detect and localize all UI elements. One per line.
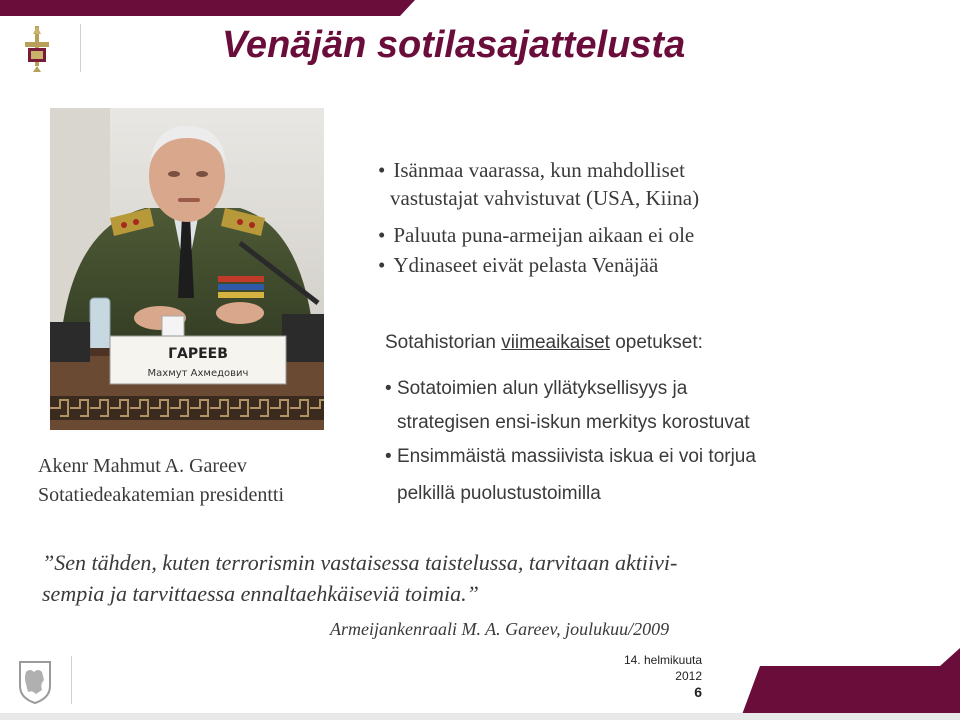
- quote-attribution: Armeijankenraali M. A. Gareev, joulukuu/2009: [330, 619, 670, 639]
- lesson-1-continuation: strategisen ensi-iskun merkitys korostuvat: [397, 412, 750, 433]
- bullet-dot-icon: •: [378, 253, 386, 277]
- quote-line: ”Sen tähden, kuten terrorismin vastaisessa taistelussa, tarvitaan aktiivi-: [42, 550, 678, 575]
- lion-crest-icon: [18, 660, 52, 704]
- photo-caption: [38, 452, 284, 510]
- underlined-word: viimeaikaiset: [501, 332, 610, 353]
- bullet-text: Ydinaseet eivät pelasta Venäjää: [393, 253, 659, 277]
- lesson-2-continuation: pelkillä puolustustoimilla: [397, 483, 601, 504]
- footer-date: [620, 652, 702, 684]
- footer-strip: [0, 713, 960, 720]
- page-number: 6: [694, 684, 702, 700]
- top-accent-bar: [0, 0, 415, 16]
- caption-title: Sotatiedeakatemian presidentti: [38, 484, 285, 506]
- bullet-dot-icon: •: [385, 446, 397, 467]
- date-line: 14. helmikuuta: [623, 653, 702, 667]
- bullet-1: [378, 158, 685, 183]
- bullet-1-continuation: vastustajat vahvistuvat (USA, Kiina): [390, 186, 700, 210]
- caption-name: Akenr Mahmut A. Gareev: [38, 455, 247, 477]
- header-divider: [80, 24, 81, 72]
- quote: [42, 547, 677, 609]
- footer-divider: [71, 656, 72, 704]
- portrait-photo: [50, 108, 324, 430]
- bullet-dot-icon: •: [378, 223, 386, 247]
- bullet-3: [378, 253, 658, 278]
- nameplate-given-names: Махмут Ахмедович: [147, 368, 249, 379]
- lesson-text: Ensimmäistä massiivista iskua ei voi torjua: [396, 446, 756, 467]
- year-line: 2012: [675, 669, 702, 683]
- bullet-2: [378, 223, 694, 248]
- bullet-text: Paluuta puna-armeijan aikaan ei ole: [393, 223, 695, 247]
- lessons-heading: Sotahistorian viimeaikaiset opetukset:: [385, 332, 703, 353]
- nameplate-surname: ГАРЕЕВ: [168, 346, 228, 362]
- slide-title: Venäjän sotilasajattelusta: [222, 24, 686, 66]
- lesson-1: [385, 378, 687, 400]
- defence-forces-emblem-icon: [22, 26, 52, 72]
- bullet-dot-icon: •: [378, 158, 386, 182]
- lesson-text: Sotatoimien alun yllätyksellisyys ja: [396, 378, 688, 399]
- bottom-accent-bar: [0, 648, 960, 720]
- bullet-dot-icon: •: [385, 378, 397, 399]
- lesson-2: [385, 446, 756, 468]
- quote-line: sempia ja tarvittaessa ennaltaehkäiseviä toimia.”: [42, 581, 479, 606]
- bullet-text: Isänmaa vaarassa, kun mahdolliset: [393, 158, 685, 182]
